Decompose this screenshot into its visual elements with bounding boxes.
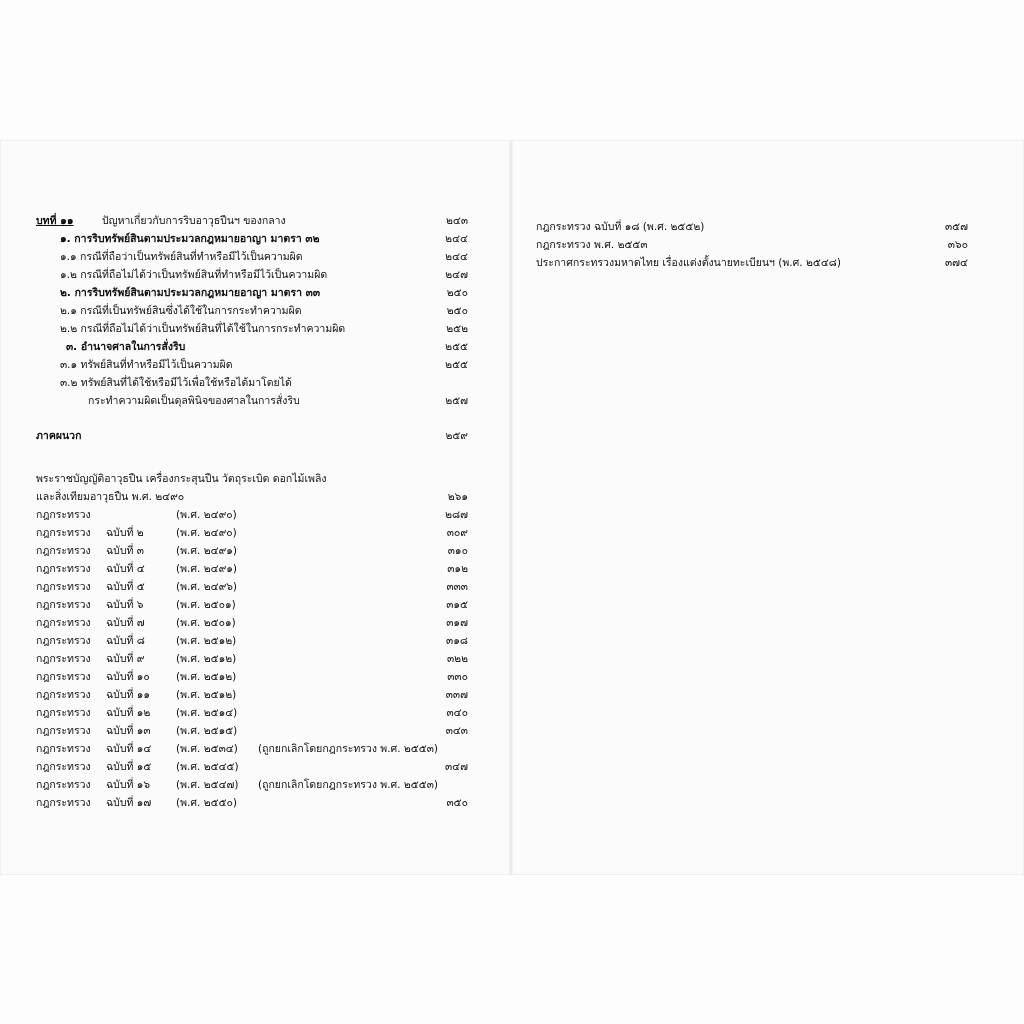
toc-entry-page: ๒๕๒ (446, 323, 468, 335)
toc-entry (536, 218, 968, 236)
toc-entry-page: ๒๕๗ (445, 395, 468, 407)
book-gutter (509, 140, 513, 875)
regulation-issue: ฉบับที่ ๘ (106, 635, 145, 647)
regulation-issue: ฉบับที่ ๑๑ (106, 689, 151, 701)
regulation-page: ๓๑๘ (446, 635, 468, 647)
toc-entry-page: ๒๕๕ (445, 341, 468, 353)
regulation-year: (พ.ศ. ๒๕๑๒) (176, 653, 237, 665)
toc-entry-page: ๒๔๔ (445, 251, 468, 263)
toc-entry (36, 320, 468, 338)
regulation-row (36, 614, 468, 632)
chapter-title: ปัญหาเกี่ยวกับการริบอาวุธปืนฯ ของกลาง (102, 215, 286, 227)
regulation-year: (พ.ศ. ๒๕๔๕) (176, 761, 239, 773)
regulation-issue: ฉบับที่ ๕ (106, 581, 145, 593)
regulation-page: ๓๔๓ (445, 725, 468, 737)
regulation-issue: ฉบับที่ ๓ (106, 545, 144, 557)
toc-entry-page: ๓๕๗ (944, 221, 968, 233)
regulation-issue: ฉบับที่ ๑๗ (106, 797, 152, 809)
chapter-heading (36, 212, 468, 230)
regulation-row (36, 524, 468, 542)
regulation-name: กฎกระทรวง (36, 707, 91, 719)
toc-entry-text: ๑. การริบทรัพย์สินตามประมวลกฎหมายอาญา มาตรา ๓๒ (60, 233, 320, 245)
right-toc (536, 218, 968, 272)
regulation-page: ๓๑๐ (447, 545, 468, 557)
act-text: พระราชบัญญัติอาวุธปืน เครื่องกระสุนปืน วัตถุระเบิด ดอกไม้เพลิง (36, 473, 327, 485)
regulation-issue: ฉบับที่ ๑๖ (106, 779, 151, 791)
toc-entry-text: ๒.๑ กรณีที่เป็นทรัพย์สินซึ่งได้ใช้ในการกระทำความผิด (60, 305, 302, 317)
regulation-year: (พ.ศ. ๒๕๑๒) (176, 671, 237, 683)
regulation-name: กฎกระทรวง (36, 545, 91, 557)
regulation-name: กฎกระทรวง (36, 725, 91, 737)
regulation-year: (พ.ศ. ๒๕๑๒) (176, 635, 237, 647)
regulation-year: (พ.ศ. ๒๕๕๐) (176, 797, 238, 809)
regulation-name: กฎกระทรวง (36, 509, 91, 521)
toc-entry (36, 338, 468, 356)
regulation-name: กฎกระทรวง (36, 617, 91, 629)
regulation-year: (พ.ศ. ๒๕๓๔) (176, 743, 238, 755)
regulation-page: ๓๕๐ (446, 797, 468, 809)
regulation-row (36, 668, 468, 686)
toc-entry-text: กระทำความผิดเป็นดุลพินิจของศาลในการสั่งริบ (88, 395, 300, 407)
regulation-row (36, 776, 468, 794)
appendix-title: ภาคผนวก (36, 430, 82, 442)
regulation-issue: ฉบับที่ ๔ (106, 563, 145, 575)
regulation-year: (พ.ศ. ๒๔๙๖) (176, 581, 238, 593)
regulation-row (36, 632, 468, 650)
toc-entry-page: ๒๕๐ (446, 305, 468, 317)
toc-entry-text: กฎกระทรวง ฉบับที่ ๑๘ (พ.ศ. ๒๕๕๒) (536, 221, 705, 233)
regulation-row (36, 758, 468, 776)
regulation-name: กฎกระทรวง (36, 653, 91, 665)
regulation-page: ๒๘๗ (445, 509, 468, 521)
toc-entry-text: ๓.๑ ทรัพย์สินที่ทำหรือมีไว้เป็นความผิด (60, 359, 233, 371)
chapter-page: ๒๔๓ (445, 215, 468, 227)
toc-entry (536, 236, 968, 254)
toc-entry-page: ๓๖๐ (947, 239, 968, 251)
toc-entry (36, 266, 468, 284)
regulation-year: (พ.ศ. ๒๔๙๑) (176, 563, 238, 575)
toc-entry (36, 284, 468, 302)
toc-entry-page: ๒๔๔ (445, 233, 468, 245)
left-toc (36, 212, 468, 812)
toc-entry-text: ๒. การริบทรัพย์สินตามประมวลกฎหมายอาญา มาตรา ๓๓ (60, 287, 320, 299)
toc-entry (536, 254, 968, 272)
regulation-row (36, 650, 468, 668)
toc-entry-page: ๒๔๗ (445, 269, 468, 281)
regulation-page: ๓๔๐ (446, 707, 468, 719)
regulation-row (36, 560, 468, 578)
act-title-line1 (36, 470, 468, 488)
regulation-note: (ถูกยกเลิกโดยกฎกระทรวง พ.ศ. ๒๕๕๓) (258, 779, 438, 791)
act-page: ๒๖๑ (447, 491, 468, 503)
toc-entry-page: ๒๕๐ (446, 287, 468, 299)
appendix-page: ๒๕๙ (445, 430, 468, 442)
regulation-name: กฎกระทรวง (36, 779, 91, 791)
regulation-name: กฎกระทรวง (36, 671, 91, 683)
chapter-label: บทที่ ๑๑ (36, 215, 74, 227)
toc-entry-text: ๑.๒ กรณีที่ถือไม่ได้ว่าเป็นทรัพย์สินที่ทำหรือมีไว้เป็นความผิด (60, 269, 328, 281)
regulation-year: (พ.ศ. ๒๔๙๑) (176, 545, 238, 557)
regulation-issue: ฉบับที่ ๑๒ (106, 707, 151, 719)
regulation-page: ๓๑๗ (446, 617, 468, 629)
regulation-row (36, 596, 468, 614)
toc-entry-page: ๒๕๕ (445, 359, 468, 371)
toc-entry-text: ๓. อำนาจศาลในการสั่งริบ (66, 341, 186, 353)
regulation-name: กฎกระทรวง (36, 599, 91, 611)
toc-entry-text: ๒.๒ กรณีที่ถือไม่ได้ว่าเป็นทรัพย์สินที่ได้ใช้ในการกระทำความผิด (60, 323, 346, 335)
regulation-year: (พ.ศ. ๒๕๑๔) (176, 707, 238, 719)
regulation-row (36, 542, 468, 560)
regulation-page: ๓๔๗ (444, 761, 468, 773)
regulation-page: ๓๒๒ (446, 653, 468, 665)
act-title-line2 (36, 488, 468, 506)
regulation-name: กฎกระทรวง (36, 689, 91, 701)
regulation-issue: ฉบับที่ ๒ (106, 527, 144, 539)
regulation-name: กฎกระทรวง (36, 797, 91, 809)
regulation-row (36, 506, 468, 524)
toc-entry-text: ประกาศกระทรวงมหาดไทย เรื่องแต่งตั้งนายทะเบียนฯ (พ.ศ. ๒๕๔๘) (536, 257, 841, 269)
regulation-issue: ฉบับที่ ๖ (106, 599, 144, 611)
regulation-year: (พ.ศ. ๒๕๔๗) (176, 779, 239, 791)
toc-entry-continuation (36, 392, 468, 410)
act-text: และสิ่งเทียมอาวุธปืน พ.ศ. ๒๔๙๐ (36, 491, 185, 503)
toc-entry (36, 356, 468, 374)
toc-entry (36, 302, 468, 320)
appendix-heading (36, 427, 468, 445)
regulation-page: ๓๓๓ (446, 581, 468, 593)
regulation-row (36, 686, 468, 704)
regulation-note: (ถูกยกเลิกโดยกฎกระทรวง พ.ศ. ๒๕๕๓) (258, 743, 438, 755)
toc-entry (36, 248, 468, 266)
toc-entry-text: ๑.๑ กรณีที่ถือว่าเป็นทรัพย์สินที่ทำหรือมีไว้เป็นความผิด (60, 251, 303, 263)
regulation-name: กฎกระทรวง (36, 563, 91, 575)
regulation-issue: ฉบับที่ ๗ (106, 617, 145, 629)
regulation-page: ๓๑๕ (446, 599, 468, 611)
regulation-issue: ฉบับที่ ๙ (106, 653, 145, 665)
regulation-row (36, 578, 468, 596)
toc-entry-page: ๓๗๔ (944, 257, 968, 269)
regulation-year: (พ.ศ. ๒๕๑๒) (176, 689, 237, 701)
regulation-name: กฎกระทรวง (36, 581, 91, 593)
regulation-page: ๓๓๐ (447, 671, 468, 683)
regulation-year: (พ.ศ. ๒๕๐๑) (176, 599, 236, 611)
regulation-name: กฎกระทรวง (36, 635, 91, 647)
regulation-page: ๓๐๙ (446, 527, 468, 539)
regulation-page: ๓๓๗ (445, 689, 468, 701)
regulation-row (36, 794, 468, 812)
regulation-year: (พ.ศ. ๒๔๙๐) (176, 509, 237, 521)
regulation-issue: ฉบับที่ ๑๓ (106, 725, 151, 737)
regulation-page: ๓๑๒ (447, 563, 468, 575)
regulation-name: กฎกระทรวง (36, 743, 91, 755)
regulation-row (36, 704, 468, 722)
toc-entry (36, 374, 468, 392)
regulation-issue: ฉบับที่ ๑๕ (106, 761, 152, 773)
regulation-row (36, 740, 468, 758)
toc-entry-text: กฎกระทรวง พ.ศ. ๒๕๕๓ (536, 239, 648, 251)
regulation-list (36, 506, 468, 812)
regulation-year: (พ.ศ. ๒๕๐๑) (176, 617, 236, 629)
regulation-issue: ฉบับที่ ๑๐ (106, 671, 150, 683)
regulation-year: (พ.ศ. ๒๕๑๕) (176, 725, 238, 737)
regulation-name: กฎกระทรวง (36, 761, 91, 773)
toc-entry-text: ๓.๒ ทรัพย์สินที่ได้ใช้หรือมีไว้เพื่อใช้หรือได้มาโดยได้ (60, 377, 292, 389)
regulation-issue: ฉบับที่ ๑๔ (106, 743, 152, 755)
regulation-name: กฎกระทรวง (36, 527, 91, 539)
regulation-year: (พ.ศ. ๒๔๙๐) (176, 527, 237, 539)
toc-entry (36, 230, 468, 248)
regulation-row (36, 722, 468, 740)
